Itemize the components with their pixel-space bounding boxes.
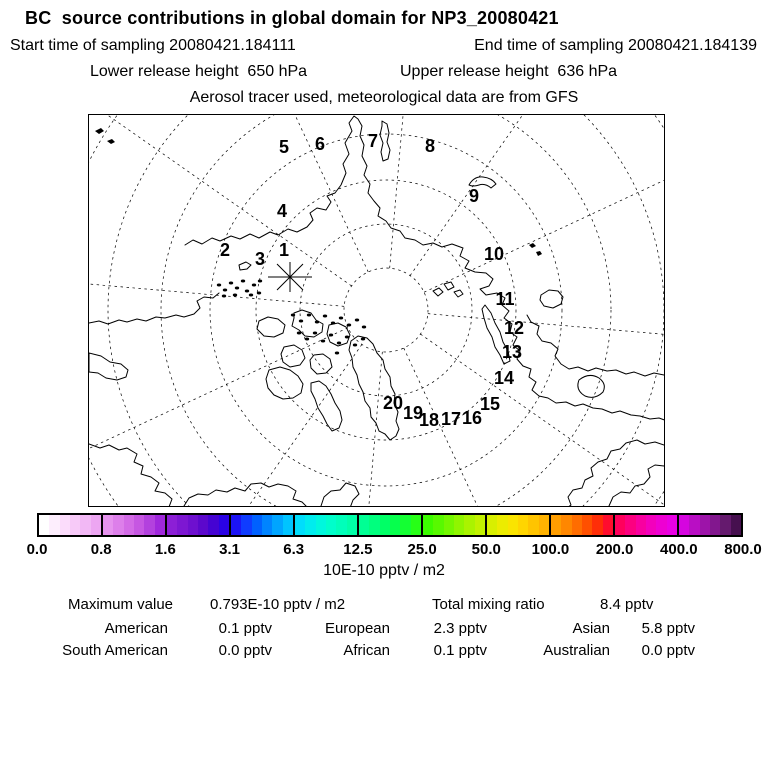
colorbar-segment — [487, 515, 551, 535]
colorbar-cell — [305, 515, 315, 535]
colorbar-tick-label: 0.8 — [90, 541, 112, 558]
colorbar-cell — [444, 515, 454, 535]
region-marker-20: 20 — [382, 393, 404, 413]
colorbar-cell — [283, 515, 293, 535]
region-value-south-american: 0.0 pptv — [218, 642, 272, 659]
region-marker-17: 17 — [440, 409, 462, 429]
colorbar-cell — [625, 515, 635, 535]
region-label-south-american: South American — [62, 642, 168, 659]
colorbar-cell — [295, 515, 305, 535]
colorbar-tick-label: 800.0 — [724, 541, 762, 558]
region-marker-18: 18 — [418, 410, 440, 430]
map-markers — [220, 131, 524, 430]
colorbar-segment — [359, 515, 423, 535]
colorbar-cell — [603, 515, 613, 535]
colorbar-cell — [572, 515, 582, 535]
colorbar — [37, 513, 743, 537]
colorbar-cell — [219, 515, 229, 535]
colorbar-tick-label: 12.5 — [343, 541, 373, 558]
region-marker-2: 2 — [219, 240, 231, 260]
colorbar-tick-label: 100.0 — [531, 541, 570, 558]
colorbar-cell — [710, 515, 720, 535]
colorbar-cell — [208, 515, 218, 535]
colorbar-cell — [347, 515, 357, 535]
colorbar-cell — [124, 515, 134, 535]
colorbar-segment — [39, 515, 103, 535]
region-marker-3: 3 — [254, 249, 266, 269]
maximum-value: 0.793E-10 pptv / m2 — [210, 596, 346, 613]
region-marker-15: 15 — [479, 394, 501, 414]
colorbar-cell — [155, 515, 165, 535]
region-label-european: European — [324, 620, 390, 637]
colorbar-cell — [252, 515, 262, 535]
colorbar-tick-label: 25.0 — [407, 541, 437, 558]
colorbar-cell — [144, 515, 154, 535]
region-value-african: 0.1 pptv — [433, 642, 487, 659]
colorbar-cell — [91, 515, 101, 535]
region-marker-16: 16 — [461, 408, 483, 428]
region-marker-4: 4 — [276, 201, 288, 221]
colorbar-cell — [497, 515, 507, 535]
total-mixing-ratio-value: 8.4 pptv — [600, 596, 654, 613]
upper-release-text: Upper release height 636 hPa — [400, 63, 618, 80]
colorbar-cell — [561, 515, 571, 535]
lower-release-text: Lower release height 650 hPa — [90, 63, 308, 80]
colorbar-cell — [636, 515, 646, 535]
page-title: BC source contributions in global domain for NP3_20080421 — [25, 8, 559, 28]
colorbar-segment — [167, 515, 231, 535]
colorbar-cell — [433, 515, 443, 535]
region-label-australian: Australian — [543, 642, 610, 659]
colorbar-cell — [454, 515, 464, 535]
colorbar-cell — [487, 515, 497, 535]
colorbar-tick-label: 200.0 — [595, 541, 634, 558]
tracer-note-text: Aerosol tracer used, meteorological data are from GFS — [189, 89, 579, 106]
colorbar-cell — [380, 515, 390, 535]
region-marker-9: 9 — [468, 186, 480, 206]
start-time-text: Start time of sampling 20080421.184111 — [10, 37, 296, 54]
colorbar-cell — [539, 515, 549, 535]
colorbar-tick-labels — [26, 541, 762, 559]
colorbar-segment — [679, 515, 741, 535]
region-label-asian: Asian — [572, 620, 610, 637]
region-marker-13: 13 — [501, 342, 523, 362]
terrain-blobs — [217, 280, 366, 355]
region-marker-6: 6 — [314, 134, 326, 154]
colorbar-tick-label: 0.0 — [26, 541, 48, 558]
colorbar-cell — [508, 515, 518, 535]
region-marker-19: 19 — [402, 403, 424, 423]
colorbar-cell — [518, 515, 528, 535]
colorbar-cell — [241, 515, 251, 535]
colorbar-cell — [656, 515, 666, 535]
colorbar-cell — [198, 515, 208, 535]
region-value-asian: 5.8 pptv — [641, 620, 695, 637]
region-marker-12: 12 — [503, 318, 525, 338]
region-label-african: African — [343, 642, 390, 659]
colorbar-segment — [615, 515, 679, 535]
colorbar-cell — [689, 515, 699, 535]
colorbar-cell — [646, 515, 656, 535]
colorbar-cell — [582, 515, 592, 535]
region-marker-8: 8 — [424, 136, 436, 156]
colorbar-segment — [423, 515, 487, 535]
colorbar-cell — [60, 515, 70, 535]
colorbar-cell — [113, 515, 123, 535]
colorbar-cell — [231, 515, 241, 535]
colorbar-tick-label: 50.0 — [471, 541, 501, 558]
region-label-american: American — [104, 620, 168, 637]
colorbar-cell — [667, 515, 677, 535]
colorbar-cell — [551, 515, 561, 535]
colorbar-segment — [295, 515, 359, 535]
colorbar-cell — [359, 515, 369, 535]
colorbar-cell — [464, 515, 474, 535]
colorbar-cell — [700, 515, 710, 535]
region-marker-10: 10 — [483, 244, 505, 264]
colorbar-cell — [336, 515, 346, 535]
region-value-australian: 0.0 pptv — [641, 642, 695, 659]
colorbar-cell — [326, 515, 336, 535]
region-value-european: 2.3 pptv — [433, 620, 487, 637]
colorbar-cell — [70, 515, 80, 535]
colorbar-segment — [231, 515, 295, 535]
region-marker-1: 1 — [278, 240, 290, 260]
colorbar-cell — [188, 515, 198, 535]
colorbar-cell — [390, 515, 400, 535]
colorbar-cell — [49, 515, 59, 535]
colorbar-tick-label: 3.1 — [219, 541, 240, 558]
region-marker-5: 5 — [278, 137, 290, 157]
colorbar-cell — [615, 515, 625, 535]
colorbar-cell — [679, 515, 689, 535]
maximum-value-label: Maximum value — [68, 596, 174, 613]
end-time-text: End time of sampling 20080421.184139 — [474, 37, 757, 54]
colorbar-cell — [369, 515, 379, 535]
colorbar-cell — [177, 515, 187, 535]
colorbar-cell — [272, 515, 282, 535]
coastlines — [89, 116, 664, 506]
colorbar-tick-label: 6.3 — [283, 541, 305, 558]
colorbar-cell — [316, 515, 326, 535]
total-mixing-ratio-label: Total mixing ratio — [432, 596, 545, 613]
colorbar-segment — [551, 515, 615, 535]
colorbar-cell — [731, 515, 741, 535]
colorbar-segment — [103, 515, 167, 535]
colorbar-unit-label: 10E-10 pptv / m2 — [323, 562, 445, 579]
graticule-circles — [89, 115, 664, 506]
colorbar-cell — [411, 515, 421, 535]
colorbar-cell — [423, 515, 433, 535]
colorbar-cell — [103, 515, 113, 535]
colorbar-cell — [167, 515, 177, 535]
colorbar-cell — [475, 515, 485, 535]
region-value-american: 0.1 pptv — [218, 620, 272, 637]
colorbar-cell — [400, 515, 410, 535]
colorbar-cell — [39, 515, 49, 535]
colorbar-cell — [262, 515, 272, 535]
colorbar-tick-label: 1.6 — [154, 541, 176, 558]
region-marker-14: 14 — [493, 368, 515, 388]
polar-map — [88, 114, 665, 507]
colorbar-cell — [134, 515, 144, 535]
colorbar-tick-label: 400.0 — [660, 541, 698, 558]
colorbar-cell — [592, 515, 602, 535]
region-marker-7: 7 — [367, 131, 379, 151]
colorbar-cell — [528, 515, 538, 535]
colorbar-cell — [80, 515, 90, 535]
colorbar-cell — [720, 515, 730, 535]
region-marker-11: 11 — [495, 289, 515, 309]
graticule-meridians — [89, 115, 664, 506]
